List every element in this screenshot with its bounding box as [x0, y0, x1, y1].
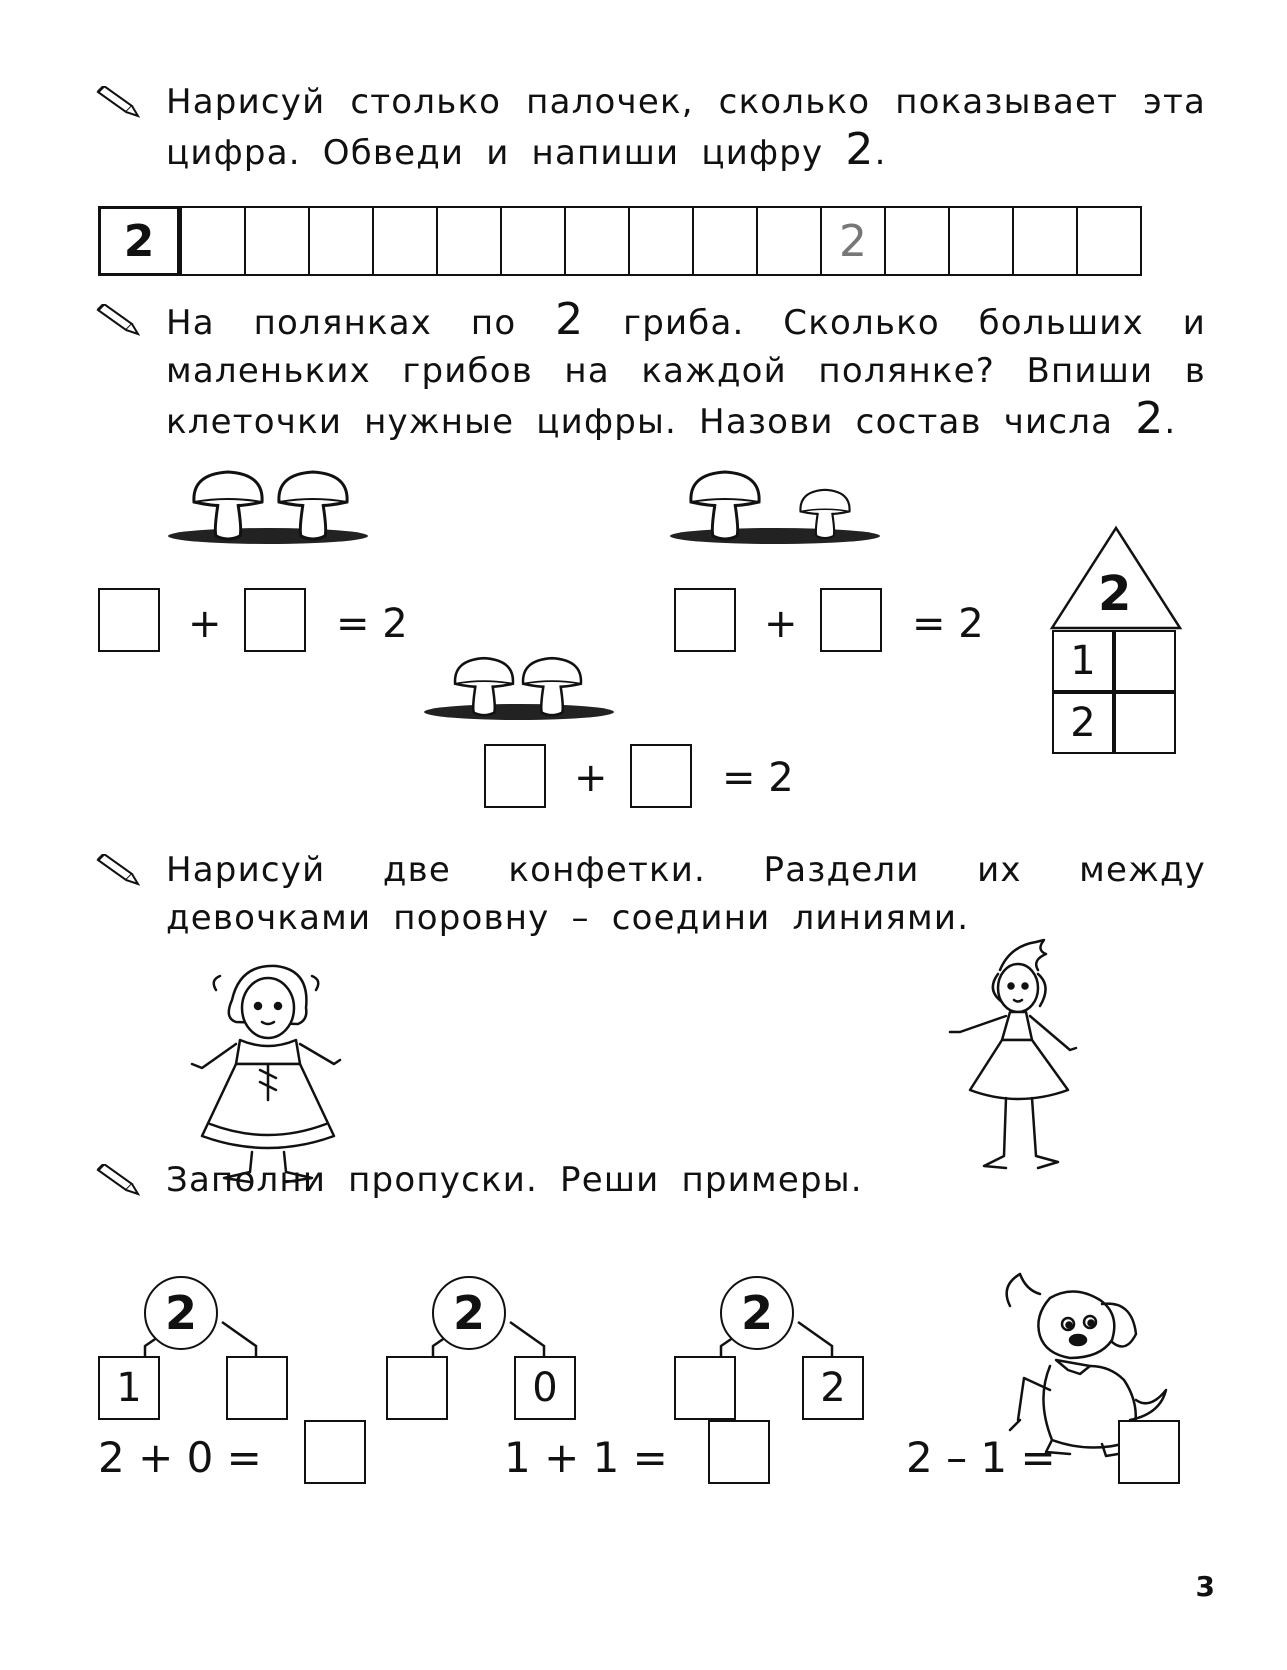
- task-2-text-a: На полянках по: [166, 303, 556, 343]
- task-2-digit: 2: [555, 294, 585, 345]
- strip-cell[interactable]: [180, 208, 244, 274]
- answer-box[interactable]: [630, 744, 692, 808]
- house-roof-number: 2: [1098, 566, 1132, 622]
- answer-box[interactable]: [674, 588, 736, 652]
- example-2: 1 + 1 =: [504, 1433, 668, 1482]
- example-1: 2 + 0 =: [98, 1433, 262, 1482]
- strip-cell[interactable]: [1012, 208, 1076, 274]
- task-1-text-a: Нарисуй столько палочек, сколько показывает эта цифра. Обведи и напиши цифру: [166, 82, 1206, 173]
- strip-cell[interactable]: [692, 208, 756, 274]
- tree-3-top: 2: [720, 1276, 794, 1350]
- tree-1-top: 2: [144, 1276, 218, 1350]
- equals-two: = 2: [722, 755, 794, 801]
- pencil-icon: [96, 1164, 140, 1196]
- task-2-digit-2: 2: [1135, 393, 1165, 444]
- page-number: 3: [1195, 1570, 1215, 1603]
- tree-1-left: 1: [98, 1356, 160, 1420]
- girl-right-illustration: [940, 940, 1100, 1180]
- strip-cell[interactable]: [372, 208, 436, 274]
- task-2-text: [166, 296, 1206, 446]
- task-4-text: Заполни пропуски. Реши примеры.: [166, 1160, 863, 1200]
- plus-sign: +: [188, 601, 222, 647]
- meadow-big-and-small-mushroom: [670, 460, 880, 550]
- answer-box[interactable]: [820, 588, 882, 652]
- example-2-answer[interactable]: [708, 1420, 770, 1484]
- task-2-text-c: .: [1164, 402, 1177, 442]
- traced-digit: 2: [839, 215, 867, 267]
- tree-2-left[interactable]: [386, 1356, 448, 1420]
- plus-sign: +: [764, 601, 798, 647]
- plus-sign: +: [574, 755, 608, 801]
- equals-two: = 2: [912, 601, 984, 647]
- tree-3-left[interactable]: [674, 1356, 736, 1420]
- strip-cell[interactable]: [564, 208, 628, 274]
- answer-box[interactable]: [484, 744, 546, 808]
- house-cell-row1-right[interactable]: [1114, 630, 1176, 692]
- strip-cell[interactable]: [244, 208, 308, 274]
- pencil-icon: [96, 86, 140, 118]
- task-3: [96, 846, 1206, 942]
- pencil-icon: [96, 304, 140, 336]
- house-cell-row2-right[interactable]: [1114, 692, 1176, 754]
- task-1-digit: 2: [845, 124, 875, 175]
- house-cell-row2-left: 2: [1052, 692, 1114, 754]
- strip-traced-digit[interactable]: [820, 208, 884, 274]
- meadow-two-small-mushrooms: [424, 640, 614, 724]
- task-1-text: [166, 78, 1206, 177]
- tree-1-right[interactable]: [226, 1356, 288, 1420]
- digit-writing-strip: [98, 206, 1142, 276]
- tree-2-right: 0: [514, 1356, 576, 1420]
- answer-box[interactable]: [98, 588, 160, 652]
- answer-box[interactable]: [244, 588, 306, 652]
- task-2-text-b: гриба. Сколько больших и маленьких грибов на каждой полянке? Впиши в клеточки нужные цифры. Назови состав числа: [166, 303, 1206, 442]
- meadow-two-big-mushrooms: [168, 460, 368, 550]
- tree-3-right: 2: [802, 1356, 864, 1420]
- strip-cell[interactable]: [308, 208, 372, 274]
- task-1-text-b: .: [874, 133, 887, 173]
- house-cell-row1-left: 1: [1052, 630, 1114, 692]
- task-2: [96, 296, 1206, 446]
- strip-cell[interactable]: [1076, 208, 1140, 274]
- equals-two: = 2: [336, 601, 408, 647]
- strip-cell[interactable]: [436, 208, 500, 274]
- strip-cell[interactable]: [500, 208, 564, 274]
- strip-cell[interactable]: [756, 208, 820, 274]
- example-3-answer[interactable]: [1118, 1420, 1180, 1484]
- strip-sample-digit: 2: [98, 206, 180, 276]
- strip-cell[interactable]: [628, 208, 692, 274]
- strip-cell[interactable]: [948, 208, 1012, 274]
- pencil-icon: [96, 854, 140, 886]
- example-3: 2 – 1 =: [906, 1433, 1056, 1482]
- task-3-text: Нарисуй две конфетки. Раздели их между девочками поровну – соедини линиями.: [166, 850, 1206, 938]
- task-4: [96, 1156, 1206, 1204]
- tree-2-top: 2: [432, 1276, 506, 1350]
- task-1: [96, 78, 1206, 177]
- example-1-answer[interactable]: [304, 1420, 366, 1484]
- strip-cell[interactable]: [884, 208, 948, 274]
